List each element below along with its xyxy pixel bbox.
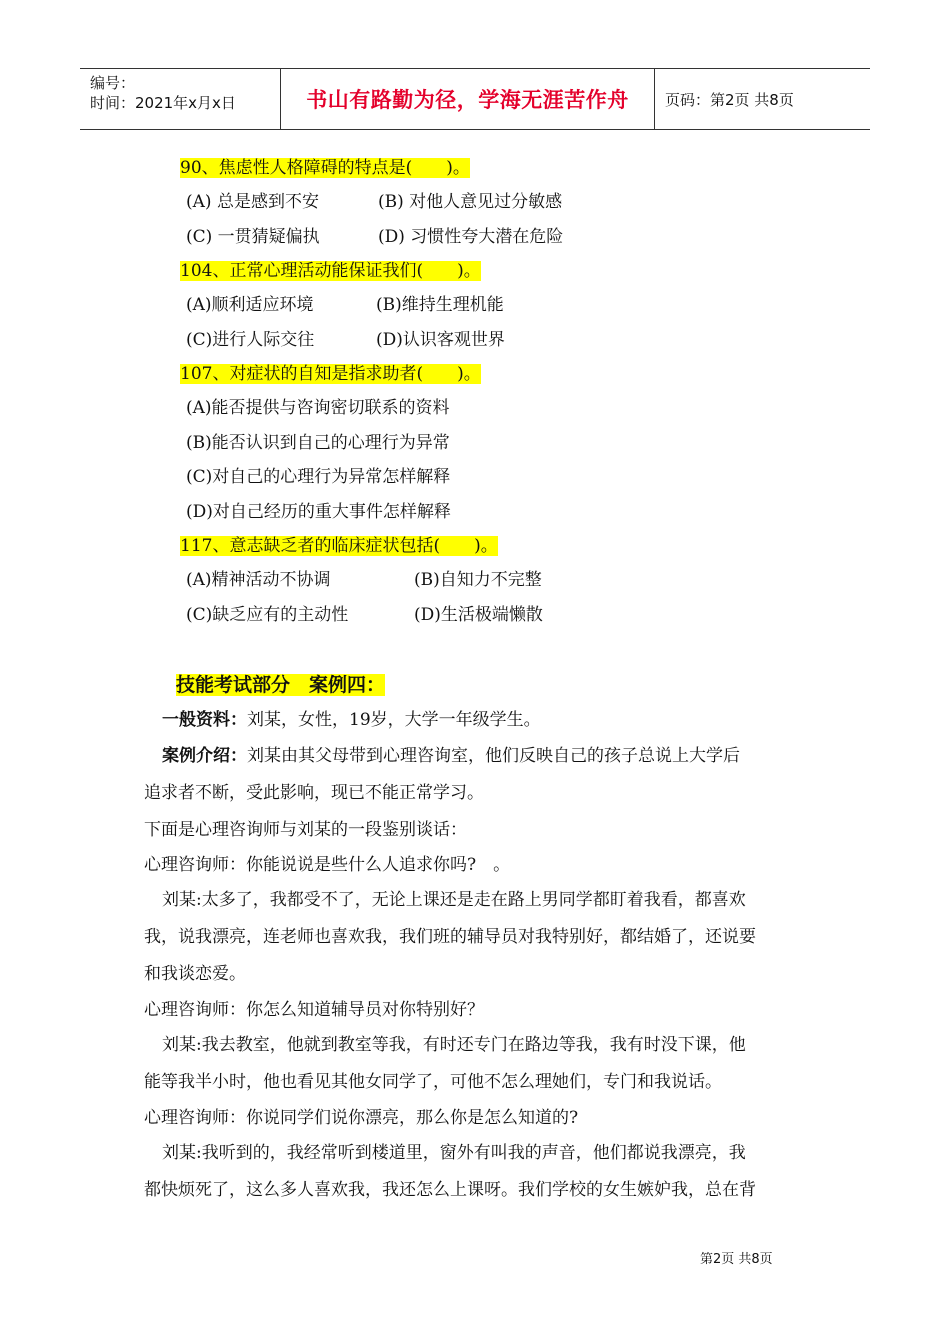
case-intro xyxy=(162,744,740,768)
dialog-line: 心理咨询师：你怎么知道辅导员对你特别好？ xyxy=(144,1000,484,1020)
case-intro-label: 案例介绍： xyxy=(162,746,247,766)
general-info-text: 刘某，女性，19岁，大学一年级学生。 xyxy=(247,710,541,730)
option: (B)维持生理机能 xyxy=(376,295,504,315)
dialog-intro: 下面是心理咨询师与刘某的一段鉴别谈话： xyxy=(144,820,467,840)
question-stem-text: 107、对症状的自知是指求助者( )。 xyxy=(180,364,481,384)
header-page-number: 页码：第2页 共8页 xyxy=(665,90,794,109)
option: (C)对自己的心理行为异常怎样解释 xyxy=(186,467,451,487)
option: (C) 一贯猜疑偏执 xyxy=(186,227,320,247)
question-stem xyxy=(180,362,481,386)
option: (C)进行人际交往 xyxy=(186,330,315,350)
question-stem xyxy=(180,156,470,180)
dialog-line: 和我谈恋爱。 xyxy=(144,964,246,984)
option: (A)能否提供与咨询密切联系的资料 xyxy=(186,398,450,418)
option: (D)生活极端懒散 xyxy=(414,605,543,625)
question-stem-text: 104、正常心理活动能保证我们( )。 xyxy=(180,261,481,281)
section-title-text: 技能考试部分 案例四： xyxy=(176,674,386,696)
header-motto: 书山有路勤为径，学海无涯苦作舟 xyxy=(281,69,655,129)
question-stem xyxy=(180,534,498,558)
header-meta xyxy=(80,69,281,129)
page-footer: 第2页 共8页 xyxy=(700,1252,773,1267)
option: (A)精神活动不协调 xyxy=(186,570,331,590)
option: (C)缺乏应有的主动性 xyxy=(186,605,349,625)
case-intro-continued: 追求者不断，受此影响，现已不能正常学习。 xyxy=(144,783,484,803)
page-header xyxy=(80,68,870,130)
general-info xyxy=(162,708,541,732)
general-info-label: 一般资料： xyxy=(162,710,247,730)
dialog-line: 心理咨询师：你能说说是些什么人追求你吗? 。 xyxy=(144,855,511,875)
option: (B)自知力不完整 xyxy=(414,570,542,590)
option: (A)顺利适应环境 xyxy=(186,295,314,315)
option: (D)对自己经历的重大事件怎样解释 xyxy=(186,502,451,522)
question-stem xyxy=(180,259,481,283)
section-title xyxy=(176,673,385,697)
question-stem-text: 117、意志缺乏者的临床症状包括( )。 xyxy=(180,536,498,556)
option: (D)认识客观世界 xyxy=(376,330,505,350)
dialog-line: 我，说我漂亮，连老师也喜欢我，我们班的辅导员对我特别好，都结婚了，还说要 xyxy=(144,927,756,947)
dialog-line: 刘某:太多了，我都受不了，无论上课还是走在路上男同学都盯着我看，都喜欢 xyxy=(162,890,746,910)
option: (D) 习惯性夸大潜在危险 xyxy=(378,227,564,247)
dialog-line: 都快烦死了，这么多人喜欢我，我还怎么上课呀。我们学校的女生嫉妒我，总在背 xyxy=(144,1180,756,1200)
option: (B)能否认识到自己的心理行为异常 xyxy=(186,433,450,453)
option: (A) 总是感到不安 xyxy=(186,192,319,212)
dialog-line: 心理咨询师：你说同学们说你漂亮，那么你是怎么知道的? xyxy=(144,1108,579,1128)
case-intro-text: 刘某由其父母带到心理咨询室，他们反映自己的孩子总说上大学后 xyxy=(247,746,740,766)
dialog-line: 刘某:我去教室，他就到教室等我，有时还专门在路边等我，我有时没下课，他 xyxy=(162,1035,746,1055)
dialog-line: 刘某:我听到的，我经常听到楼道里，窗外有叫我的声音，他们都说我漂亮，我 xyxy=(162,1143,746,1163)
dialog-line: 能等我半小时，他也看见其他女同学了，可他不怎么理她们，专门和我说话。 xyxy=(144,1072,722,1092)
question-stem-text: 90、焦虑性人格障碍的特点是( )。 xyxy=(180,158,470,178)
document-number-label: 编号： xyxy=(90,74,136,92)
document-date: 时间：2021年x月x日 xyxy=(90,94,236,112)
option: (B) 对他人意见过分敏感 xyxy=(378,192,563,212)
